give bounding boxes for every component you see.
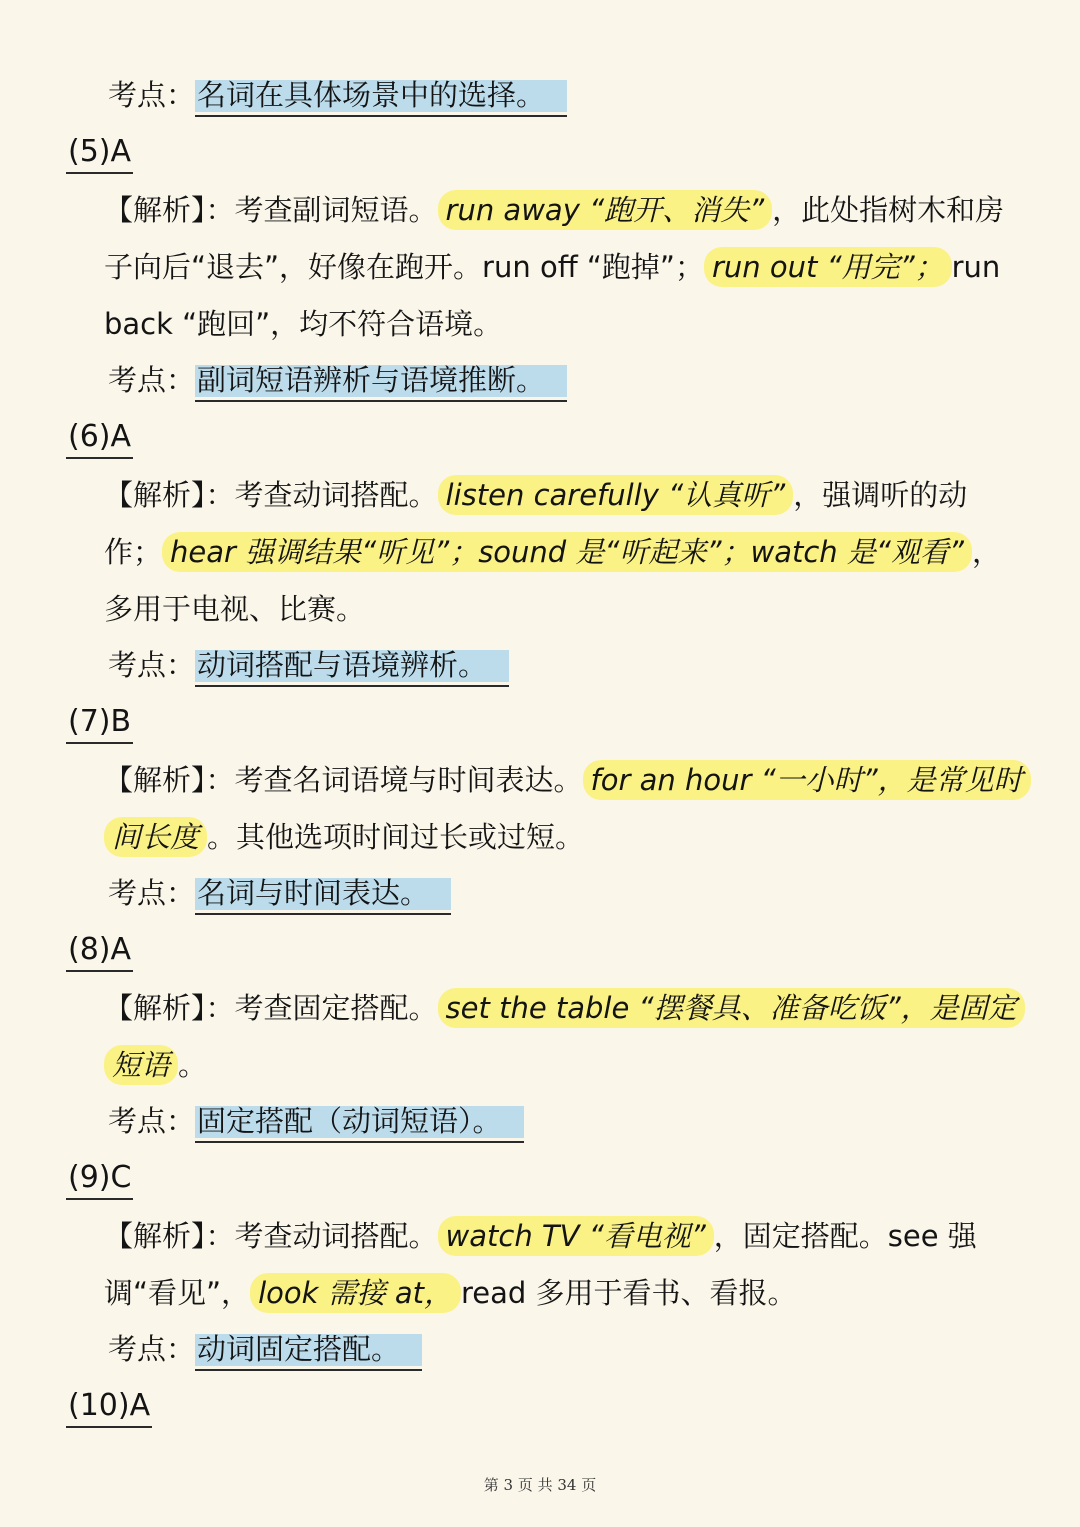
kaodian-value: 固定搭配（动词短语）。 <box>195 1101 524 1143</box>
kaodian-line <box>108 1101 524 1143</box>
analysis-text: 考查名词语境与时间表达。 <box>234 763 583 797</box>
highlight-phrase: watch TV “看电视” <box>438 1216 714 1256</box>
kaodian-label: 考点： <box>108 363 196 397</box>
kaodian-line <box>108 873 451 915</box>
kaodian-label: 考点： <box>108 1332 196 1366</box>
kaodian-line <box>108 360 567 402</box>
analysis-text: ，固定搭配。see 强调“看见”， <box>104 1219 977 1310</box>
highlight-phrase: set the table “摆餐具、准备吃饭”，是固定短语 <box>104 988 1025 1085</box>
answer-label: (7)B <box>66 702 133 744</box>
analysis-text: ，多用于电视、比赛。 <box>104 535 1001 626</box>
analysis-paragraph <box>104 980 1024 1094</box>
analysis-text: 考查副词短语。 <box>234 193 438 227</box>
analysis-paragraph <box>104 752 1024 866</box>
analysis-paragraph <box>104 1208 1024 1322</box>
page-number: 第 3 页 共 34 页 <box>483 1476 597 1494</box>
analysis-text: run back “跑回”，均不符合语境。 <box>104 250 1001 341</box>
answer-label: (5)A <box>66 132 133 174</box>
analysis-text: 考查固定搭配。 <box>234 991 438 1025</box>
kaodian-line <box>108 645 509 687</box>
kaodian-value: 动词固定搭配。 <box>195 1329 422 1371</box>
analysis-text: ，强调听的动作； <box>104 478 968 569</box>
kaodian-label: 考点： <box>108 648 196 682</box>
kaodian-value: 副词短语辨析与语境推断。 <box>195 360 567 402</box>
answer-label: (6)A <box>66 417 133 459</box>
answer-label: (9)C <box>66 1158 133 1200</box>
highlight-phrase: for an hour “一小时”，是常见时间长度 <box>104 760 1031 857</box>
analysis-label: 【解析】： <box>104 991 235 1025</box>
kaodian-label: 考点： <box>108 876 196 910</box>
analysis-text: 考查动词搭配。 <box>234 478 438 512</box>
analysis-text: read 多用于看书、看报。 <box>460 1276 797 1310</box>
analysis-label: 【解析】： <box>104 763 235 797</box>
analysis-paragraph <box>104 182 1024 353</box>
analysis-paragraph <box>104 467 1024 638</box>
analysis-text: 。 <box>178 1048 208 1082</box>
analysis-text: ，此处指树木和房子向后“退去”，好像在跑开。run off “跑掉”； <box>104 193 1005 284</box>
highlight-phrase: run away “跑开、消失” <box>438 190 773 230</box>
answer-label: (10)A <box>66 1386 152 1428</box>
kaodian-value: 名词在具体场景中的选择。 <box>195 75 567 117</box>
kaodian-value: 动词搭配与语境辨析。 <box>195 645 509 687</box>
analysis-label: 【解析】： <box>104 1219 235 1253</box>
kaodian-value: 名词与时间表达。 <box>195 873 451 915</box>
kaodian-line <box>108 75 567 117</box>
analysis-text: 考查动词搭配。 <box>234 1219 438 1253</box>
highlight-phrase: run out “用完”； <box>704 247 952 287</box>
kaodian-line <box>108 1329 422 1371</box>
analysis-label: 【解析】： <box>104 478 235 512</box>
analysis-text: 。其他选项时间过长或过短。 <box>207 820 585 854</box>
highlight-phrase: look 需接 at， <box>250 1273 461 1313</box>
answer-label: (8)A <box>66 930 133 972</box>
analysis-label: 【解析】： <box>104 193 235 227</box>
kaodian-label: 考点： <box>108 78 196 112</box>
highlight-phrase: listen carefully “认真听” <box>438 475 794 515</box>
highlight-phrase: hear 强调结果“听见”；sound 是“听起来”；watch 是“观看” <box>162 532 972 572</box>
kaodian-label: 考点： <box>108 1104 196 1138</box>
